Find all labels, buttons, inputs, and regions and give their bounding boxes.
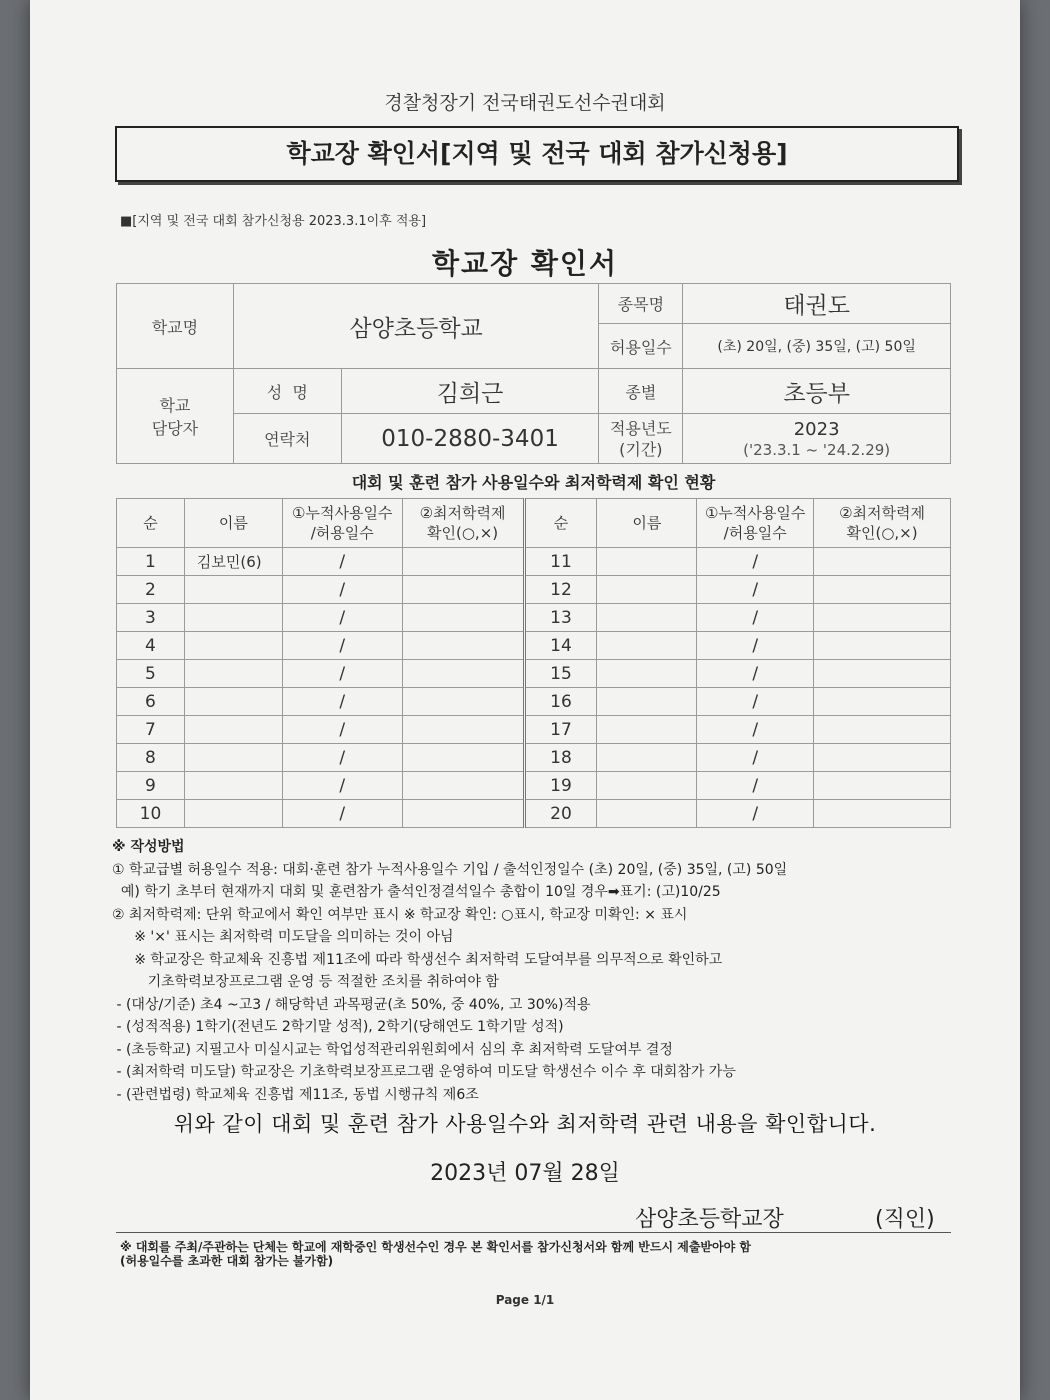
usage-table (116, 498, 951, 828)
row-days: / (697, 744, 814, 772)
row-days: / (282, 632, 402, 660)
row-name (184, 716, 282, 744)
table-row (117, 660, 951, 688)
row-number: 3 (117, 604, 185, 632)
row-days: / (282, 744, 402, 772)
row-name (597, 800, 697, 828)
row-check (402, 548, 524, 576)
row-check (402, 576, 524, 604)
row-days: / (697, 660, 814, 688)
row-days: / (282, 772, 402, 800)
manager-label: 학교 담당자 (117, 369, 234, 464)
sport-label: 종목명 (599, 284, 683, 324)
row-days: / (697, 576, 814, 604)
method-line: - (관련법령) 학교체육 진흥법 제11조, 동법 시행규칙 제6조 (112, 1086, 479, 1103)
row-number: 9 (117, 772, 185, 800)
row-check (814, 632, 951, 660)
row-name (597, 660, 697, 688)
manager-name: 김희근 (341, 369, 599, 414)
row-number: 19 (524, 772, 597, 800)
table-row (117, 800, 951, 828)
row-check (814, 716, 951, 744)
header-name: 이름 (184, 499, 282, 548)
table-row (117, 632, 951, 660)
contact-label: 연락처 (233, 414, 341, 464)
row-name (184, 772, 282, 800)
row-check (814, 660, 951, 688)
row-number: 2 (117, 576, 185, 604)
row-name (597, 688, 697, 716)
method-line: 예) 학기 초부터 현재까지 대회 및 훈련참가 출석인정결석일수 총합이 10일 경우➡표기: (고)10/25 (112, 884, 721, 900)
row-days: / (282, 800, 402, 828)
year-cell (683, 414, 951, 464)
row-days: / (697, 632, 814, 660)
row-number: 16 (524, 688, 597, 716)
name-label: 성 명 (233, 369, 341, 414)
table-row (117, 688, 951, 716)
method-line: ※ 학교장은 학교체육 진흥법 제11조에 따라 학생선수 최저학력 도달여부를 의무적으로 확인하고 (112, 951, 723, 968)
row-number: 10 (117, 800, 185, 828)
row-check (402, 800, 524, 828)
school-name: 삼양초등학교 (233, 284, 599, 369)
row-name (184, 660, 282, 688)
header-days: ①누적사용일수 /허용일수 (697, 499, 814, 548)
row-check (814, 688, 951, 716)
row-days: / (697, 604, 814, 632)
row-days: / (282, 576, 402, 604)
row-days: / (282, 660, 402, 688)
form-note: ■[지역 및 전국 대회 참가신청용 2023.3.1이후 적용] (120, 214, 427, 229)
sport-value: 태권도 (683, 284, 951, 324)
row-check (814, 576, 951, 604)
form-title: 학교장 확인서[지역 및 전국 대회 참가신청용] (115, 126, 959, 182)
table-row (117, 576, 951, 604)
row-number: 15 (524, 660, 597, 688)
header-days: ①누적사용일수 /허용일수 (282, 499, 402, 548)
page-number: Page 1/1 (495, 1293, 555, 1307)
row-name (184, 576, 282, 604)
row-name (597, 548, 697, 576)
table-row (117, 548, 951, 576)
row-check (814, 772, 951, 800)
main-title: 학교장 확인서 (431, 247, 619, 280)
table-row (117, 744, 951, 772)
row-name (184, 688, 282, 716)
row-days: / (697, 688, 814, 716)
allowed-days-value: (초) 20일, (중) 35일, (고) 50일 (683, 324, 951, 369)
row-check (402, 660, 524, 688)
row-number: 18 (524, 744, 597, 772)
table-row (117, 772, 951, 800)
row-days: / (282, 716, 402, 744)
division-label: 종별 (599, 369, 683, 414)
row-days: / (697, 548, 814, 576)
footnote: ※ 대회를 주최/주관하는 단체는 학교에 재학중인 학생선수인 경우 본 확인서를 참가신청서와 함께 반드시 제출받아야 함 (허용일수를 초과한 대회 참가는 불가함) (120, 1240, 751, 1268)
method-line: ※ 작성방법 (112, 839, 185, 855)
header-no: 순 (117, 499, 185, 548)
row-check (402, 688, 524, 716)
seal-mark: (직인) (875, 1207, 935, 1232)
year-value: 2023 (793, 418, 840, 440)
row-number: 7 (117, 716, 185, 744)
row-check (402, 716, 524, 744)
row-number: 17 (524, 716, 597, 744)
header-check: ②최저학력제 확인(○,×) (402, 499, 524, 548)
row-number: 12 (524, 576, 597, 604)
row-check (814, 604, 951, 632)
method-notes (112, 836, 992, 1106)
row-days: / (697, 716, 814, 744)
row-check (814, 548, 951, 576)
method-line: - (성적적용) 1학기(전년도 2학기말 성적), 2학기(당해연도 1학기말 성적) (112, 1019, 564, 1035)
row-check (402, 744, 524, 772)
principal-title: 삼양초등학교장 (635, 1207, 784, 1232)
period-value: ('23.3.1 ~ '24.2.29) (743, 440, 891, 459)
row-name (597, 716, 697, 744)
row-name (184, 800, 282, 828)
row-name (597, 576, 697, 604)
row-number: 4 (117, 632, 185, 660)
document-date: 2023년 07월 28일 (430, 1161, 620, 1186)
contact-value: 010-2880-3401 (341, 414, 599, 464)
table-header-row (117, 499, 951, 548)
row-number: 5 (117, 660, 185, 688)
table-row (117, 604, 951, 632)
row-name (597, 604, 697, 632)
row-name (597, 772, 697, 800)
row-name (597, 632, 697, 660)
row-days: / (282, 688, 402, 716)
row-days: / (697, 800, 814, 828)
year-label: 적용년도 (기간) (599, 414, 683, 464)
section-title: 대회 및 훈련 참가 사용일수와 최저학력제 확인 현황 (351, 473, 716, 492)
event-name: 경찰청장기 전국태권도선수권대회 (384, 92, 666, 114)
row-number: 6 (117, 688, 185, 716)
row-number: 1 (117, 548, 185, 576)
row-days: / (282, 604, 402, 632)
row-name (184, 744, 282, 772)
method-line: ① 학교급별 허용일수 적용: 대회·훈련 참가 누적사용일수 기입 / 출석인정일수 (초) 20일, (중) 35일, (고) 50일 (112, 861, 788, 878)
allowed-days-label: 허용일수 (599, 324, 683, 369)
header-no: 순 (524, 499, 597, 548)
header-check: ②최저학력제 확인(○,×) (814, 499, 951, 548)
row-number: 11 (524, 548, 597, 576)
school-label: 학교명 (117, 284, 234, 369)
row-check (402, 604, 524, 632)
table-row (117, 716, 951, 744)
row-number: 20 (524, 800, 597, 828)
row-days: / (697, 772, 814, 800)
row-number: 13 (524, 604, 597, 632)
row-number: 14 (524, 632, 597, 660)
row-name: 김보민(6) (184, 548, 282, 576)
method-line: ② 최저학력제: 단위 학교에서 확인 여부만 표시 ※ 학교장 확인: ○표시, 학교장 미확인: × 표시 (112, 906, 688, 923)
document-page (30, 0, 1020, 1400)
confirm-statement: 위와 같이 대회 및 훈련 참가 사용일수와 최저학력 관련 내용을 확인합니다. (173, 1112, 877, 1136)
method-line: ※ '×' 표시는 최저학력 미도달을 의미하는 것이 아님 (112, 929, 454, 945)
row-check (402, 632, 524, 660)
method-line: 기초학력보장프로그램 운영 등 적절한 조치를 취하여야 함 (112, 974, 499, 990)
method-line: - (대상/기준) 초4 ~고3 / 해당학년 과목평균(초 50%, 중 40%, 고 30%)적용 (112, 996, 591, 1013)
row-check (402, 772, 524, 800)
row-days: / (282, 548, 402, 576)
division-value: 초등부 (683, 369, 951, 414)
row-check (814, 744, 951, 772)
footer-divider (116, 1232, 951, 1233)
info-table (116, 283, 951, 464)
row-number: 8 (117, 744, 185, 772)
row-name (184, 632, 282, 660)
method-line: - (최저학력 미도달) 학교장은 기초학력보장프로그램 운영하여 미도달 학생선수 이수 후 대회참가 가능 (112, 1064, 736, 1080)
row-name (184, 604, 282, 632)
row-check (814, 800, 951, 828)
row-name (597, 744, 697, 772)
method-line: - (초등학교) 지필고사 미실시교는 학업성적관리위원회에서 심의 후 최저학력 도달여부 결정 (112, 1041, 673, 1058)
header-name: 이름 (597, 499, 697, 548)
